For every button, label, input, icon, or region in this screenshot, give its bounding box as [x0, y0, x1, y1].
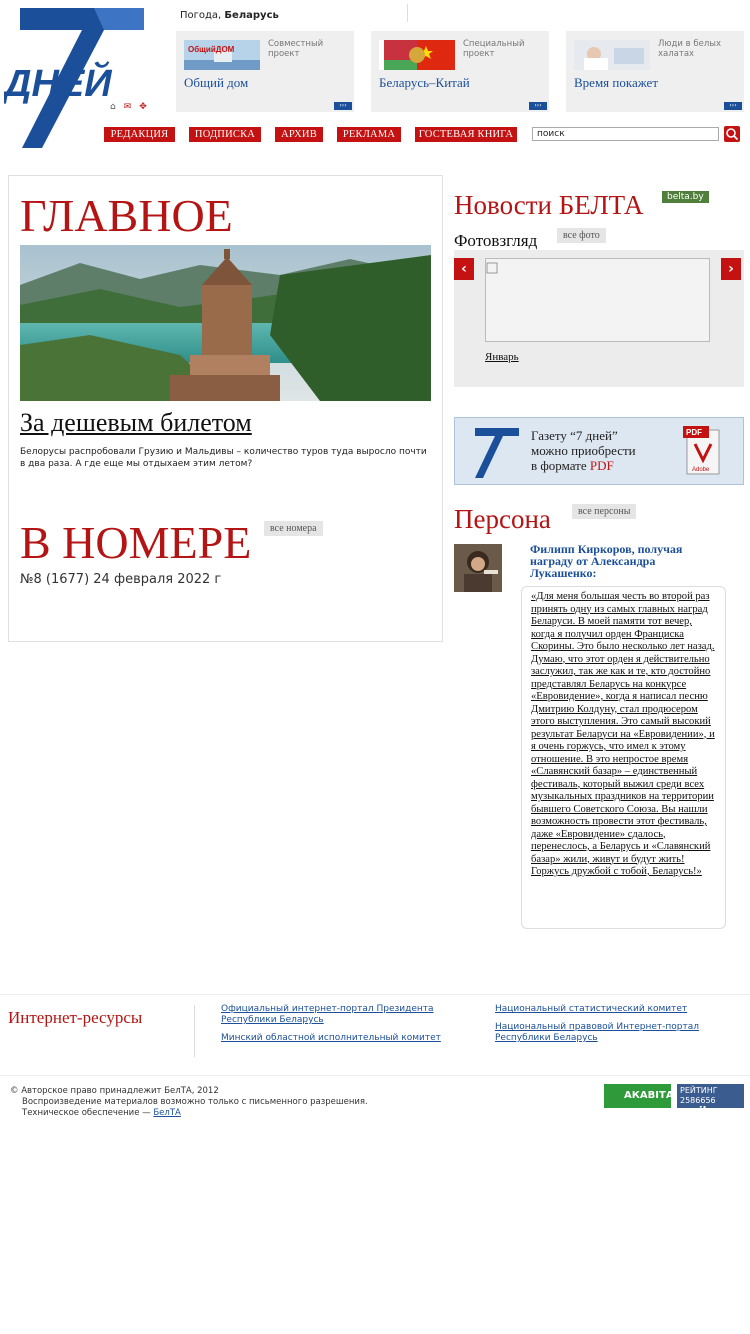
weather-widget[interactable]: [180, 10, 279, 21]
pdf-banner[interactable]: [454, 417, 744, 485]
persona-quote[interactable]: «Для меня большая честь во второй раз принять одну из самых главных наград Беларуси. В моей памяти тот вечер, когда я получил орден Франциска Скорины. Это было несколько лет назад. Думаю, что этот орден я действительно заслужил, так же как и те, кто достойно представлял Беларусь на конкурсе «Евровидение», когда я написал песню Дмитрию Колдуну, стал продюсером этого выступления. Это самый высокий результат Беларуси на «Евровидении», и я очень горжусь, что имел к этому отношение. В это непростое время «Славянский базар» – единственный фестиваль, который выжил среди всех музыкальных праздников на территории бывшего Советского Союза. Вы нашли возможность провести этот фестиваль, даже «Евровидение» сдалось, перенеслось, а Беларусь и «Славянский базар» жили, живут и будут жить! Горжусь дружбой с тобой, Беларусь!»: [531, 591, 715, 877]
svg-text:PDF: PDF: [686, 428, 702, 437]
akavita-counter[interactable]: [604, 1084, 674, 1108]
home-icon[interactable]: ⌂: [110, 102, 116, 112]
main-story-photo[interactable]: [20, 245, 431, 401]
promo-vremya-pokazhet[interactable]: [566, 31, 744, 112]
mailru-rating-value: 2586656: [680, 1096, 716, 1105]
carousel-next-button[interactable]: ›: [721, 258, 741, 280]
adobe-pdf-icon: [683, 426, 723, 476]
weather-location: Беларусь: [224, 10, 279, 21]
photo-carousel: [454, 250, 744, 387]
link-president-portal[interactable]: Официальный интернет-портал Президента Республики Беларусь: [221, 1004, 434, 1025]
logo-word: ДНЕЙ: [4, 63, 112, 105]
weather-label: Погода,: [180, 10, 222, 21]
promo-kind: Совместный проект: [268, 39, 324, 59]
persona-name[interactable]: Филипп Киркоров, получая награду от Александра Лукашенко:: [530, 542, 683, 580]
link-minsk-oblast[interactable]: Минский областной исполнительный комитет: [221, 1033, 441, 1043]
svg-text:Adobe: Adobe: [692, 467, 710, 473]
nav-arkhiv[interactable]: АРХИВ: [275, 127, 323, 142]
tech-support: [22, 1108, 181, 1119]
broken-image-icon: [486, 262, 498, 274]
carousel-caption[interactable]: Январь: [485, 351, 519, 363]
section-title-persona: Персона: [454, 504, 551, 534]
tech-support-label: Техническое обеспечение —: [22, 1108, 151, 1118]
promo-thumb-doctors: [574, 40, 650, 70]
link-statistics-committee[interactable]: Национальный статистический комитет: [495, 1004, 688, 1014]
nav-reklama[interactable]: РЕКЛАМА: [337, 127, 401, 142]
all-photos-link[interactable]: все фото: [557, 228, 606, 243]
header-divider: [407, 4, 408, 22]
promo-title[interactable]: Общий дом: [184, 75, 249, 90]
mail-icon[interactable]: ✉: [123, 102, 132, 112]
reproduction-notice: Воспроизведение материалов возможно только с письменного разрешения.: [22, 1097, 368, 1107]
all-issues-link[interactable]: все номера: [264, 521, 323, 536]
pdf-banner-text: [531, 428, 636, 473]
nav-redakciya[interactable]: РЕДАКЦИЯ: [104, 127, 175, 142]
pdf-banner-line3: в формате PDF: [531, 458, 614, 473]
issue-number[interactable]: №8 (1677) 24 февраля 2022 г: [20, 572, 222, 587]
search-icon: [724, 126, 740, 142]
mailru-rating[interactable]: [677, 1084, 744, 1117]
footer-divider: [0, 994, 750, 995]
main-nav: [104, 127, 531, 142]
main-card: [8, 175, 443, 642]
seven-days-logo-icon: [469, 428, 519, 478]
carousel-photo[interactable]: [485, 258, 710, 342]
promo-kind: Специальный проект: [463, 39, 525, 59]
persona-quote-box: [521, 586, 726, 929]
akavita-label: АКАВІТА: [624, 1090, 674, 1101]
promo-title[interactable]: Беларусь–Китай: [379, 75, 470, 90]
nav-podpiska[interactable]: ПОДПИСКА: [189, 127, 261, 142]
link-legal-portal[interactable]: Национальный правовой Интернет-портал Республики Беларусь: [495, 1022, 699, 1043]
svg-text:ОбщийДОМ: ОбщийДОМ: [188, 45, 235, 54]
main-lead: Белорусы распробовали Грузию и Мальдивы – количество туров туда выросло почти в два раза. А где еще мы отдыхаем этим летом?: [20, 447, 427, 469]
promo-kind: Люди в белых халатах: [658, 39, 722, 59]
section-title-main: ГЛАВНОЕ: [20, 190, 233, 241]
promo-title[interactable]: Время покажет: [574, 75, 659, 90]
nav-guestbook[interactable]: ГОСТЕВАЯ КНИГА: [415, 127, 517, 142]
pdf-banner-line1: Газету “7 дней”: [531, 428, 618, 443]
promo-thumb-obshchiy-dom: [184, 40, 260, 70]
resources-title: Интернет-ресурсы: [8, 1008, 143, 1027]
more-arrow-icon[interactable]: ›››: [334, 102, 352, 110]
copyright: © Авторское право принадлежит БелТА, 2012: [10, 1086, 219, 1096]
section-title-issue: В НОМЕРЕ: [20, 517, 252, 568]
mailru-rating-row: [680, 1086, 741, 1106]
mailru-rating-label: РЕЙТИНГ: [680, 1086, 718, 1095]
tech-support-link[interactable]: БелТА: [153, 1108, 181, 1118]
resources-divider: [194, 1005, 195, 1057]
more-arrow-icon[interactable]: ›››: [529, 102, 547, 110]
pdf-banner-line2: можно приобрести: [531, 443, 636, 458]
carousel-prev-button[interactable]: ‹: [454, 258, 474, 280]
main-headline[interactable]: За дешевым билетом: [20, 408, 252, 437]
promo-thumb-flags: [379, 40, 455, 70]
all-persons-link[interactable]: все персоны: [572, 504, 636, 519]
header-icons: [110, 102, 147, 112]
search-input[interactable]: [532, 127, 719, 141]
more-arrow-icon[interactable]: ›››: [724, 102, 742, 110]
promo-obshchiy-dom[interactable]: [176, 31, 354, 112]
search-button[interactable]: [724, 126, 740, 142]
belta-badge[interactable]: belta.by: [662, 191, 709, 203]
footer-divider: [0, 1075, 750, 1076]
promo-belarus-china[interactable]: [371, 31, 549, 112]
persona-photo[interactable]: [454, 544, 502, 592]
photo-section-title: Фотовзгляд: [454, 231, 538, 250]
sitemap-icon[interactable]: ✥: [139, 102, 147, 112]
section-title-belta: Новости БЕЛТА: [454, 190, 644, 220]
mailru-label: mail.ru: [680, 1104, 724, 1117]
